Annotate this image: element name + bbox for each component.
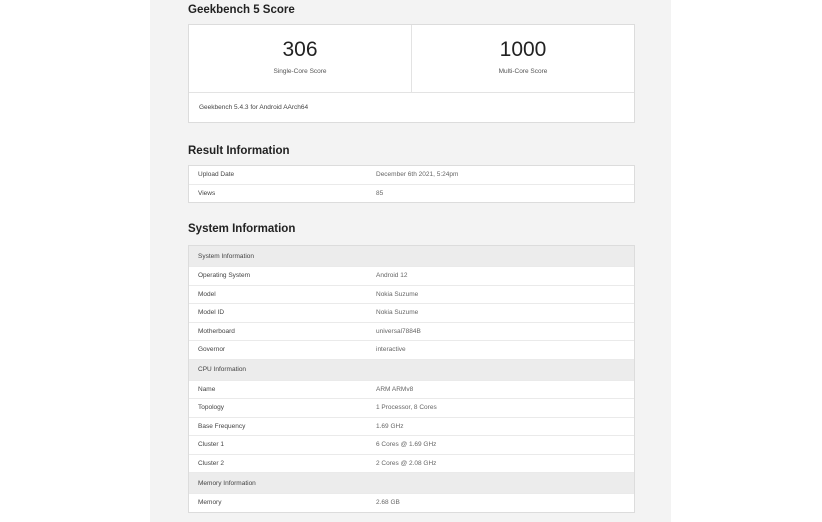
row-value: Nokia Suzume	[376, 285, 634, 304]
row-label: Memory	[198, 499, 222, 507]
multi-core-label: Multi-Core Score	[498, 68, 548, 75]
table-row	[189, 322, 634, 341]
row-label: Cluster 2	[189, 454, 376, 473]
group-header: Memory Information	[189, 473, 634, 494]
row-label: Views	[198, 189, 216, 197]
row-label: Cluster 1	[189, 436, 376, 455]
result-table	[189, 166, 634, 202]
table-row	[189, 166, 634, 184]
row-value: 2 Cores @ 2.08 GHz	[376, 454, 634, 473]
row-value: 1.69 GHz	[376, 417, 634, 436]
row-value: 85	[376, 189, 384, 197]
group-header-row	[189, 246, 634, 267]
score-row	[189, 25, 634, 93]
system-card	[188, 245, 635, 513]
score-section-title: Geekbench 5 Score	[188, 4, 295, 16]
row-value: ARM ARMv8	[376, 380, 634, 399]
row-value: 1 Processor, 8 Cores	[376, 399, 634, 418]
row-label: Base Frequency	[189, 417, 376, 436]
table-row	[189, 341, 634, 360]
row-label: Topology	[189, 399, 376, 418]
row-label: Operating System	[189, 267, 376, 286]
row-value: Nokia Suzume	[376, 304, 634, 323]
single-core-score: 306	[282, 38, 318, 61]
group-header-row	[189, 473, 634, 494]
row-label: Model ID	[189, 304, 376, 323]
single-core-cell	[189, 25, 411, 92]
table-row	[189, 267, 634, 286]
row-label: Name	[189, 380, 376, 399]
row-value: 6 Cores @ 1.69 GHz	[376, 436, 634, 455]
table-row	[189, 494, 634, 512]
single-core-label: Single-Core Score	[273, 68, 327, 75]
row-label: Motherboard	[189, 322, 376, 341]
table-row	[189, 417, 634, 436]
benchmark-version: Geekbench 5.4.3 for Android AArch64	[199, 104, 309, 111]
table-row	[189, 380, 634, 399]
result-card	[188, 165, 635, 203]
score-card	[188, 24, 635, 123]
row-value: December 6th 2021, 5:24pm	[376, 166, 634, 184]
table-row	[189, 285, 634, 304]
group-header: CPU Information	[189, 359, 634, 380]
multi-core-cell	[411, 25, 634, 92]
system-table	[189, 246, 634, 512]
row-value: universal7884B	[376, 322, 634, 341]
system-section-title: System Information	[188, 223, 296, 235]
row-value: Android 12	[376, 267, 634, 286]
group-header: System Information	[189, 246, 634, 267]
row-value: interactive	[376, 341, 634, 360]
table-row	[189, 304, 634, 323]
multi-core-score: 1000	[499, 38, 547, 61]
group-header-row	[189, 359, 634, 380]
table-row	[189, 184, 634, 202]
row-value: 2.68 GB	[376, 499, 400, 507]
table-row	[189, 399, 634, 418]
table-row	[189, 436, 634, 455]
row-label: Upload Date	[189, 166, 376, 184]
table-row	[189, 454, 634, 473]
row-label: Model	[189, 285, 376, 304]
result-section-title: Result Information	[188, 145, 290, 157]
row-label: Governor	[189, 341, 376, 360]
